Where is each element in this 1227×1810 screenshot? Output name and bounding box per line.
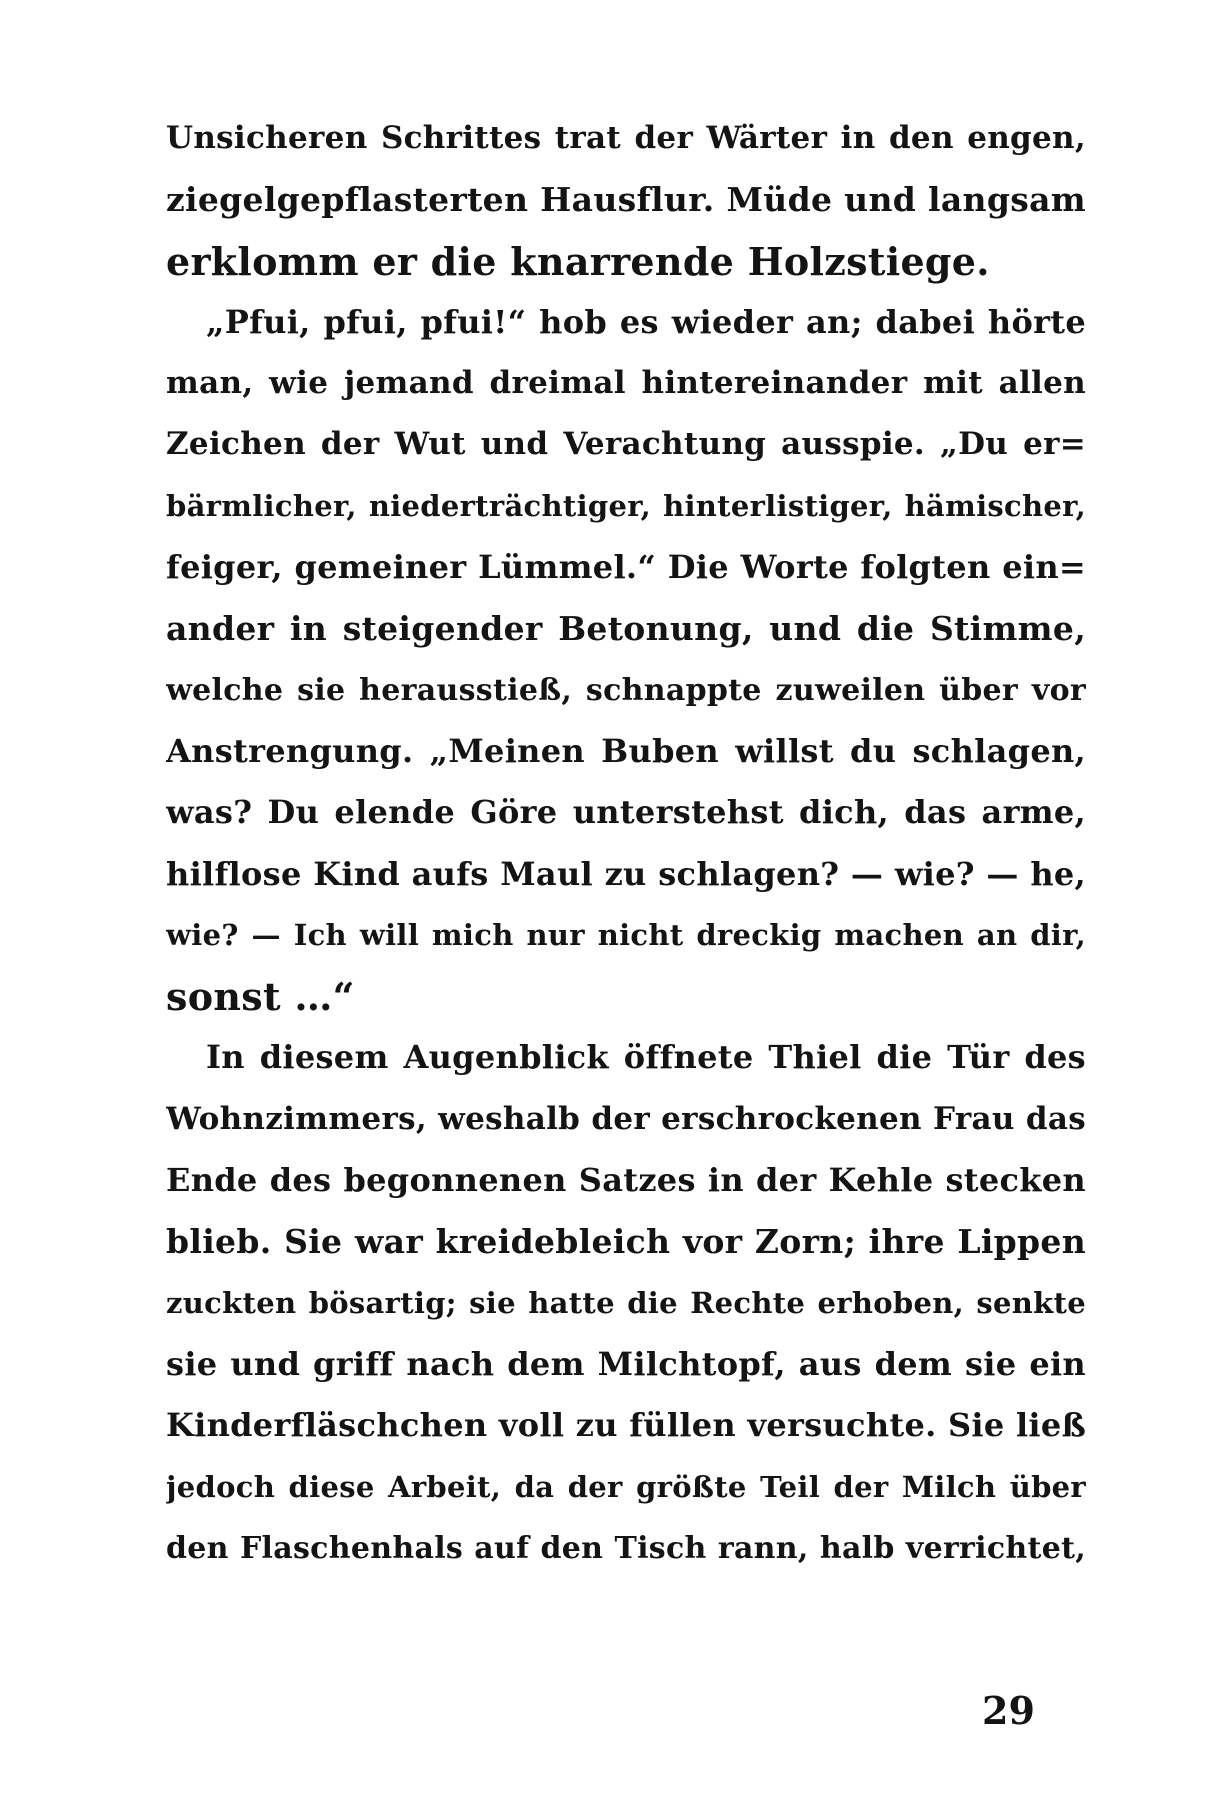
page-number: 29 [982,1688,1035,1733]
text-line: man, wie jemand dreimal hintereinander mit allen [166,365,1086,402]
paragraph-3 [166,1027,1086,1579]
text-line: hilflose Kind aufs Maul zu schlagen? — wie? — he, [166,854,1086,893]
text-line: Ende des begonnenen Satzes in der Kehle stecken [166,1161,1086,1200]
body-text [166,108,1086,1579]
text-line: feiger, gemeiner Lümmel.“ Die Worte folgten ein= [166,548,1086,587]
text-line: was? Du elende Göre unterstehst dich, das arme, [166,793,1086,832]
text-line: blieb. Sie war kreidebleich vor Zorn; ihre Lippen [166,1222,1086,1262]
text-line: In diesem Augenblick öffnete Thiel die Tür des [206,1038,1086,1077]
text-line: ander in steigender Betonung, und die Stimme, [166,609,1086,649]
text-line: zuckten bösartig; sie hatte die Rechte erhoben, senkte [166,1285,1086,1320]
paragraph-1 [166,108,1086,292]
text-line: Wohnzimmers, weshalb der erschrockenen Frau das [166,1100,1086,1137]
text-line: erklomm er die knarrende Holzstiege. [166,238,990,284]
text-line: Unsicheren Schrittes trat der Wärter in den engen, [166,120,1086,156]
text-line: den Flaschenhals auf den Tisch rann, halb verrichtet, [166,1530,1086,1566]
text-line: wie? — Ich will mich nur nicht dreckig machen an dir, [166,917,1086,952]
text-line: Kinderfläschchen voll zu füllen versuchte. Sie ließ [166,1406,1086,1445]
text-line: bärmlicher, niederträchtiger, hinterlistiger, hämischer, [166,488,1086,523]
text-line: „Pfui, pfui, pfui!“ hob es wieder an; dabei hörte [206,302,1086,341]
text-line: sie und griff nach dem Milchtopf, aus dem sie ein [166,1344,1086,1383]
paragraph-2 [166,292,1086,1028]
text-line: jedoch diese Arbeit, da der größte Teil der Milch über [166,1469,1086,1504]
text-line: Anstrengung. „Meinen Buben willst du schlagen, [166,731,1086,770]
text-line: sonst …“ [166,974,355,1020]
text-line: welche sie herausstieß, schnappte zuweilen über vor [166,672,1086,708]
text-line: Zeichen der Wut und Verachtung ausspie. „Du er= [166,426,1086,463]
text-line: ziegelgepflasterten Hausflur. Müde und langsam [166,180,1086,220]
